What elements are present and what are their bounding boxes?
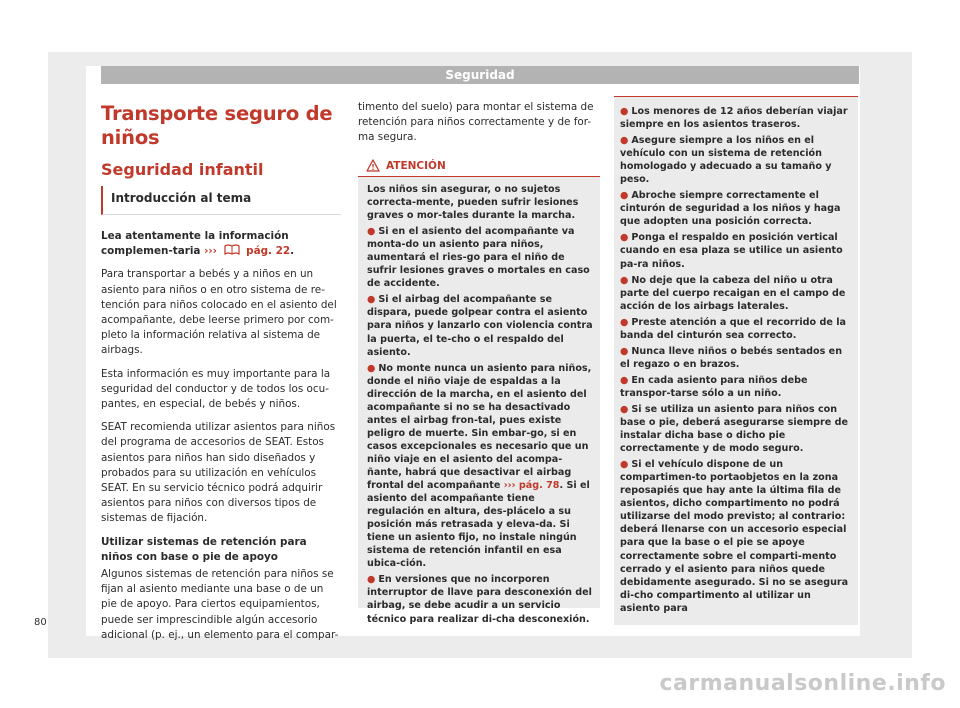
page-title: Transporte seguro de niños — [101, 102, 333, 149]
intro-note-text: Lea atentamente la información complemen-taria — [101, 230, 289, 258]
warning-item: ● Si en el asiento del acompañante va monta-do un asiento para niños, aumentará el ries-go para el niño de sufrir lesiones graves o mortales en caso de accidente. — [367, 226, 590, 290]
watermark: carmanualsonline.info — [659, 671, 946, 696]
page-number: 80 — [34, 617, 47, 628]
tip-item: ● Si el vehículo dispone de un compartimen-to portaobjetos en la zona reposapiés que hay ante la última fila de asientos, dicho compartimento no podrá utilizarse del modo previsto; al contrario: deberá llenarse con un accesorio especial para que la base o el pie se apoye correctamente sobre el comparti-mento cerrado y el asiento para niños quede debidamente asegurado. Si no se asegura di-cho compartimento al utilizar un asiento para — [620, 459, 849, 614]
warning-triangle-icon — [366, 159, 380, 172]
warning-title: ATENCIÓN — [386, 160, 446, 172]
paragraph: Esta información es muy importante para la seguridad del conductor y de todos los ocu-pantes, en especial, de bebés y niños. — [101, 367, 331, 411]
column-1 — [101, 100, 341, 651]
warning-item: ● No monte nunca un asiento para niños, donde el niño viaje de espaldas a la dirección de la marcha, en el asiento del acompañante si no se ha desactivado antes el airbag fron-tal, pues existe peligro de muerte. Sin embar-go, si en casos excepcionales es necesario que un niño viaje en el asiento del acompa-ñante, habrá que desactivar el airbag frontal del acompañante ››› pág. 78. Si el asiento del acompañante tiene regulación en altura, des-plácelo a su posición más retrasada y eleva-da. Si tiene un asiento fijo, no instale ningún sistema de retención infantil en esa ubica-ción. — [367, 362, 592, 570]
tip-item: ● Ponga el respaldo en posición vertical cuando en esa plaza se utilice un asiento pa-ra niños. — [620, 232, 843, 270]
paragraph: SEAT recomienda utilizar asientos para niños del programa de accesorios de SEAT. Estos asientos para niños han sido diseñados y probados para su utilización en vehículos SEAT. En su servicio técnico podrá adquirir asientos para niños con diversos tipos de sistemas de fijación. — [101, 421, 336, 525]
tip-item: ● En cada asiento para niños debe transpor-tarse sólo a un niño. — [620, 374, 808, 399]
paragraph: Algunos sistemas de retención para niños se fijan al asiento mediante una base o de un pie de apoyo. Para ciertos equipamientos, puede ser imprescindible algún accesorio adicional (p. ej., un elemento para el compar- — [101, 568, 339, 641]
paragraph: timento del suelo) para montar el sistema de retención para niños correctamente y de for-ma segura. — [358, 101, 594, 144]
tip-item: ● No deje que la cabeza del niño u otra parte del cuerpo recaigan en el campo de acción de los airbags laterales. — [620, 274, 846, 312]
warning-intro: Los niños sin asegurar, o no sujetos correcta-mente, pueden sufrir lesiones graves o mor-tales durante la marcha. — [367, 184, 579, 222]
tip-item: ● Asegure siempre a los niños en el vehículo con un sistema de retención homologado y adecuado a su tamaño y peso. — [620, 135, 832, 186]
column-2 — [358, 100, 600, 154]
warning-page-link[interactable]: pág. 78 — [518, 480, 560, 492]
page-subtitle: Seguridad infantil — [101, 160, 264, 179]
subheading: Utilizar sistemas de retención para niños con base o pie de apoyo — [101, 535, 307, 563]
warning-item: ● En versiones que no incorporen interruptor de llave para desconexión del airbag, se debe acudir a un servicio técnico para realizar di-cha desconexión. — [367, 574, 592, 625]
warning-body — [367, 183, 593, 629]
tip-item: ● Los menores de 12 años deberían viajar siempre en los asientos traseros. — [620, 106, 848, 131]
section-header: Seguridad — [101, 66, 859, 84]
tip-item: ● Abroche siempre correctamente el cinturón de seguridad a los niños y haga que adopten una posición correcta. — [620, 190, 841, 228]
safety-tips-list — [620, 105, 852, 618]
paragraph: Para transportar a bebés y a niños en un asiento para niños o en otro sistema de re-tención para niños colocado en el asiento del acompañante, debe leerse primero por com-pleto la información relativa al sistema de airbags. — [101, 268, 337, 357]
warning-item: ● Si el airbag del acompañante se dispara, puede golpear contra el asiento para niños y lanzarlo con violencia contra la puerta, el te-cho o el respaldo del asiento. — [367, 294, 593, 358]
tip-item: ● Si se utiliza un asiento para niños con base o pie, deberá asegurarse siempre de instalar dicha base o dicho pie correctamente y de modo seguro. — [620, 403, 848, 455]
tip-item: ● Nunca lleve niños o bebés sentados en el regazo o en brazos. — [620, 345, 843, 370]
tip-item: ● Preste atención a que el recorrido de la banda del cinturón sea correcto. — [620, 316, 846, 341]
intro-note: Lea atentamente la información complemen-taria ››› pág. 22. — [101, 230, 295, 258]
book-icon — [224, 244, 240, 255]
intro-page-link[interactable]: pág. 22 — [246, 245, 291, 258]
section-heading: Introducción al tema — [101, 186, 341, 215]
